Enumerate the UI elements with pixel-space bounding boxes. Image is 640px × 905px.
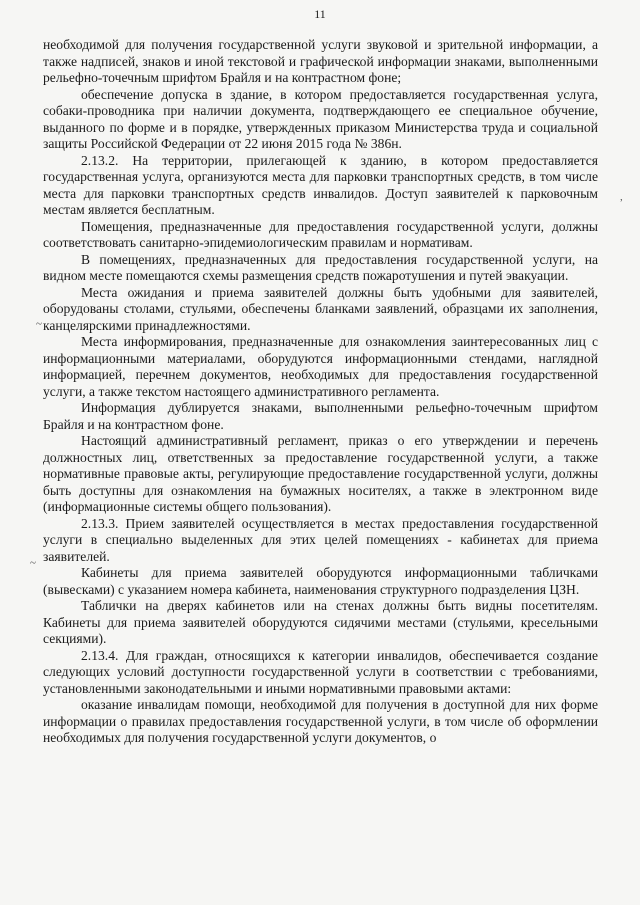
margin-mark: ~: [30, 557, 36, 569]
paragraph: Помещения, предназначенные для предоставления государственной услуги, должны соответствовать санитарно-эпидемиологическим правилам и нормативам.: [43, 218, 598, 250]
margin-mark: ,: [620, 191, 623, 203]
paragraph: В помещениях, предназначенных для предоставления государственной услуги, на видном месте помещаются схемы размещения средств пожаротушения и путей эвакуации.: [43, 251, 598, 283]
paragraph: необходимой для получения государственной услуги звуковой и зрительной информации, а также надписей, знаков и иной текстовой и графической информации знаками, выполненными рельефно-точечным шрифтом Брайля и на контрастном фоне;: [43, 37, 598, 85]
document-body: [43, 37, 598, 747]
paragraph: 2.13.4. Для граждан, относящихся к категории инвалидов, обеспечивается создание следующих условий доступности государственной услуги в соответствии с требованиями, установленными законодательными и иными нормативными правовыми актами:: [43, 647, 598, 696]
paragraph: 2.13.3. Прием заявителей осуществляется в местах предоставления государственной услуги в специально выделенных для этих целей помещениях - кабинетах для приема заявителей.: [43, 515, 598, 564]
paragraph: 2.13.2. На территории, прилегающей к зданию, в котором предоставляется государственная услуга, организуются места для парковки транспортных средств, в том числе места для парковки транспортных средств инвалидов. Доступ заявителей к парковочным местам является бесплатным.: [43, 152, 598, 217]
paragraph: оказание инвалидам помощи, необходимой для получения в доступной для них форме информации о правилах предоставления государственной услуги, в том числе об оформлении необходимых для получения государственной услуги документов, о: [43, 697, 598, 745]
paragraph: Кабинеты для приема заявителей оборудуются информационными табличками (вывесками) с указанием номера кабинета, наименования структурного подразделения ЦЗН.: [43, 565, 598, 597]
paragraph: Таблички на дверях кабинетов или на стенах должны быть видны посетителям. Кабинеты для приема заявителей оборудуются сидячими местами (стульями, кресельными секциями).: [43, 598, 598, 646]
paragraph: Места информирования, предназначенные для ознакомления заинтересованных лиц с информационными материалами, оборудуются информационными стендами, наглядной информацией, перечнем документов, необходимых для предоставления государственной услуги, а также текстом настоящего административного регламента.: [43, 334, 598, 399]
page-number: 11: [314, 7, 326, 21]
paragraph: Информация дублируется знаками, выполненными рельефно-точечным шрифтом Брайля и на контрастном фоне.: [43, 400, 598, 432]
paragraph: обеспечение допуска в здание, в котором предоставляется государственная услуга, собаки-проводника при наличии документа, подтверждающего ее специальное обучение, выданного по форме и в порядке, утвержденных приказом Министерства труда и социальной защиты Российской Федерации от 22 июня 2015 года № 386н.: [43, 86, 598, 151]
paragraph: Настоящий административный регламент, приказ о его утверждении и перечень должностных лиц, ответственных за предоставление государственной услуги, а также нормативные правовые акты, регулирующие предоставление государственной услуги, должны быть доступны для ознакомления на бумажных носителях, а также в электронном виде (информационные системы общего пользования).: [43, 433, 598, 514]
paragraph: Места ожидания и приема заявителей должны быть удобными для заявителей, оборудованы столами, стульями, обеспечены бланками заявлений, образцами их заполнения, канцелярскими принадлежностями.: [43, 284, 598, 333]
margin-mark: ~: [36, 318, 42, 330]
